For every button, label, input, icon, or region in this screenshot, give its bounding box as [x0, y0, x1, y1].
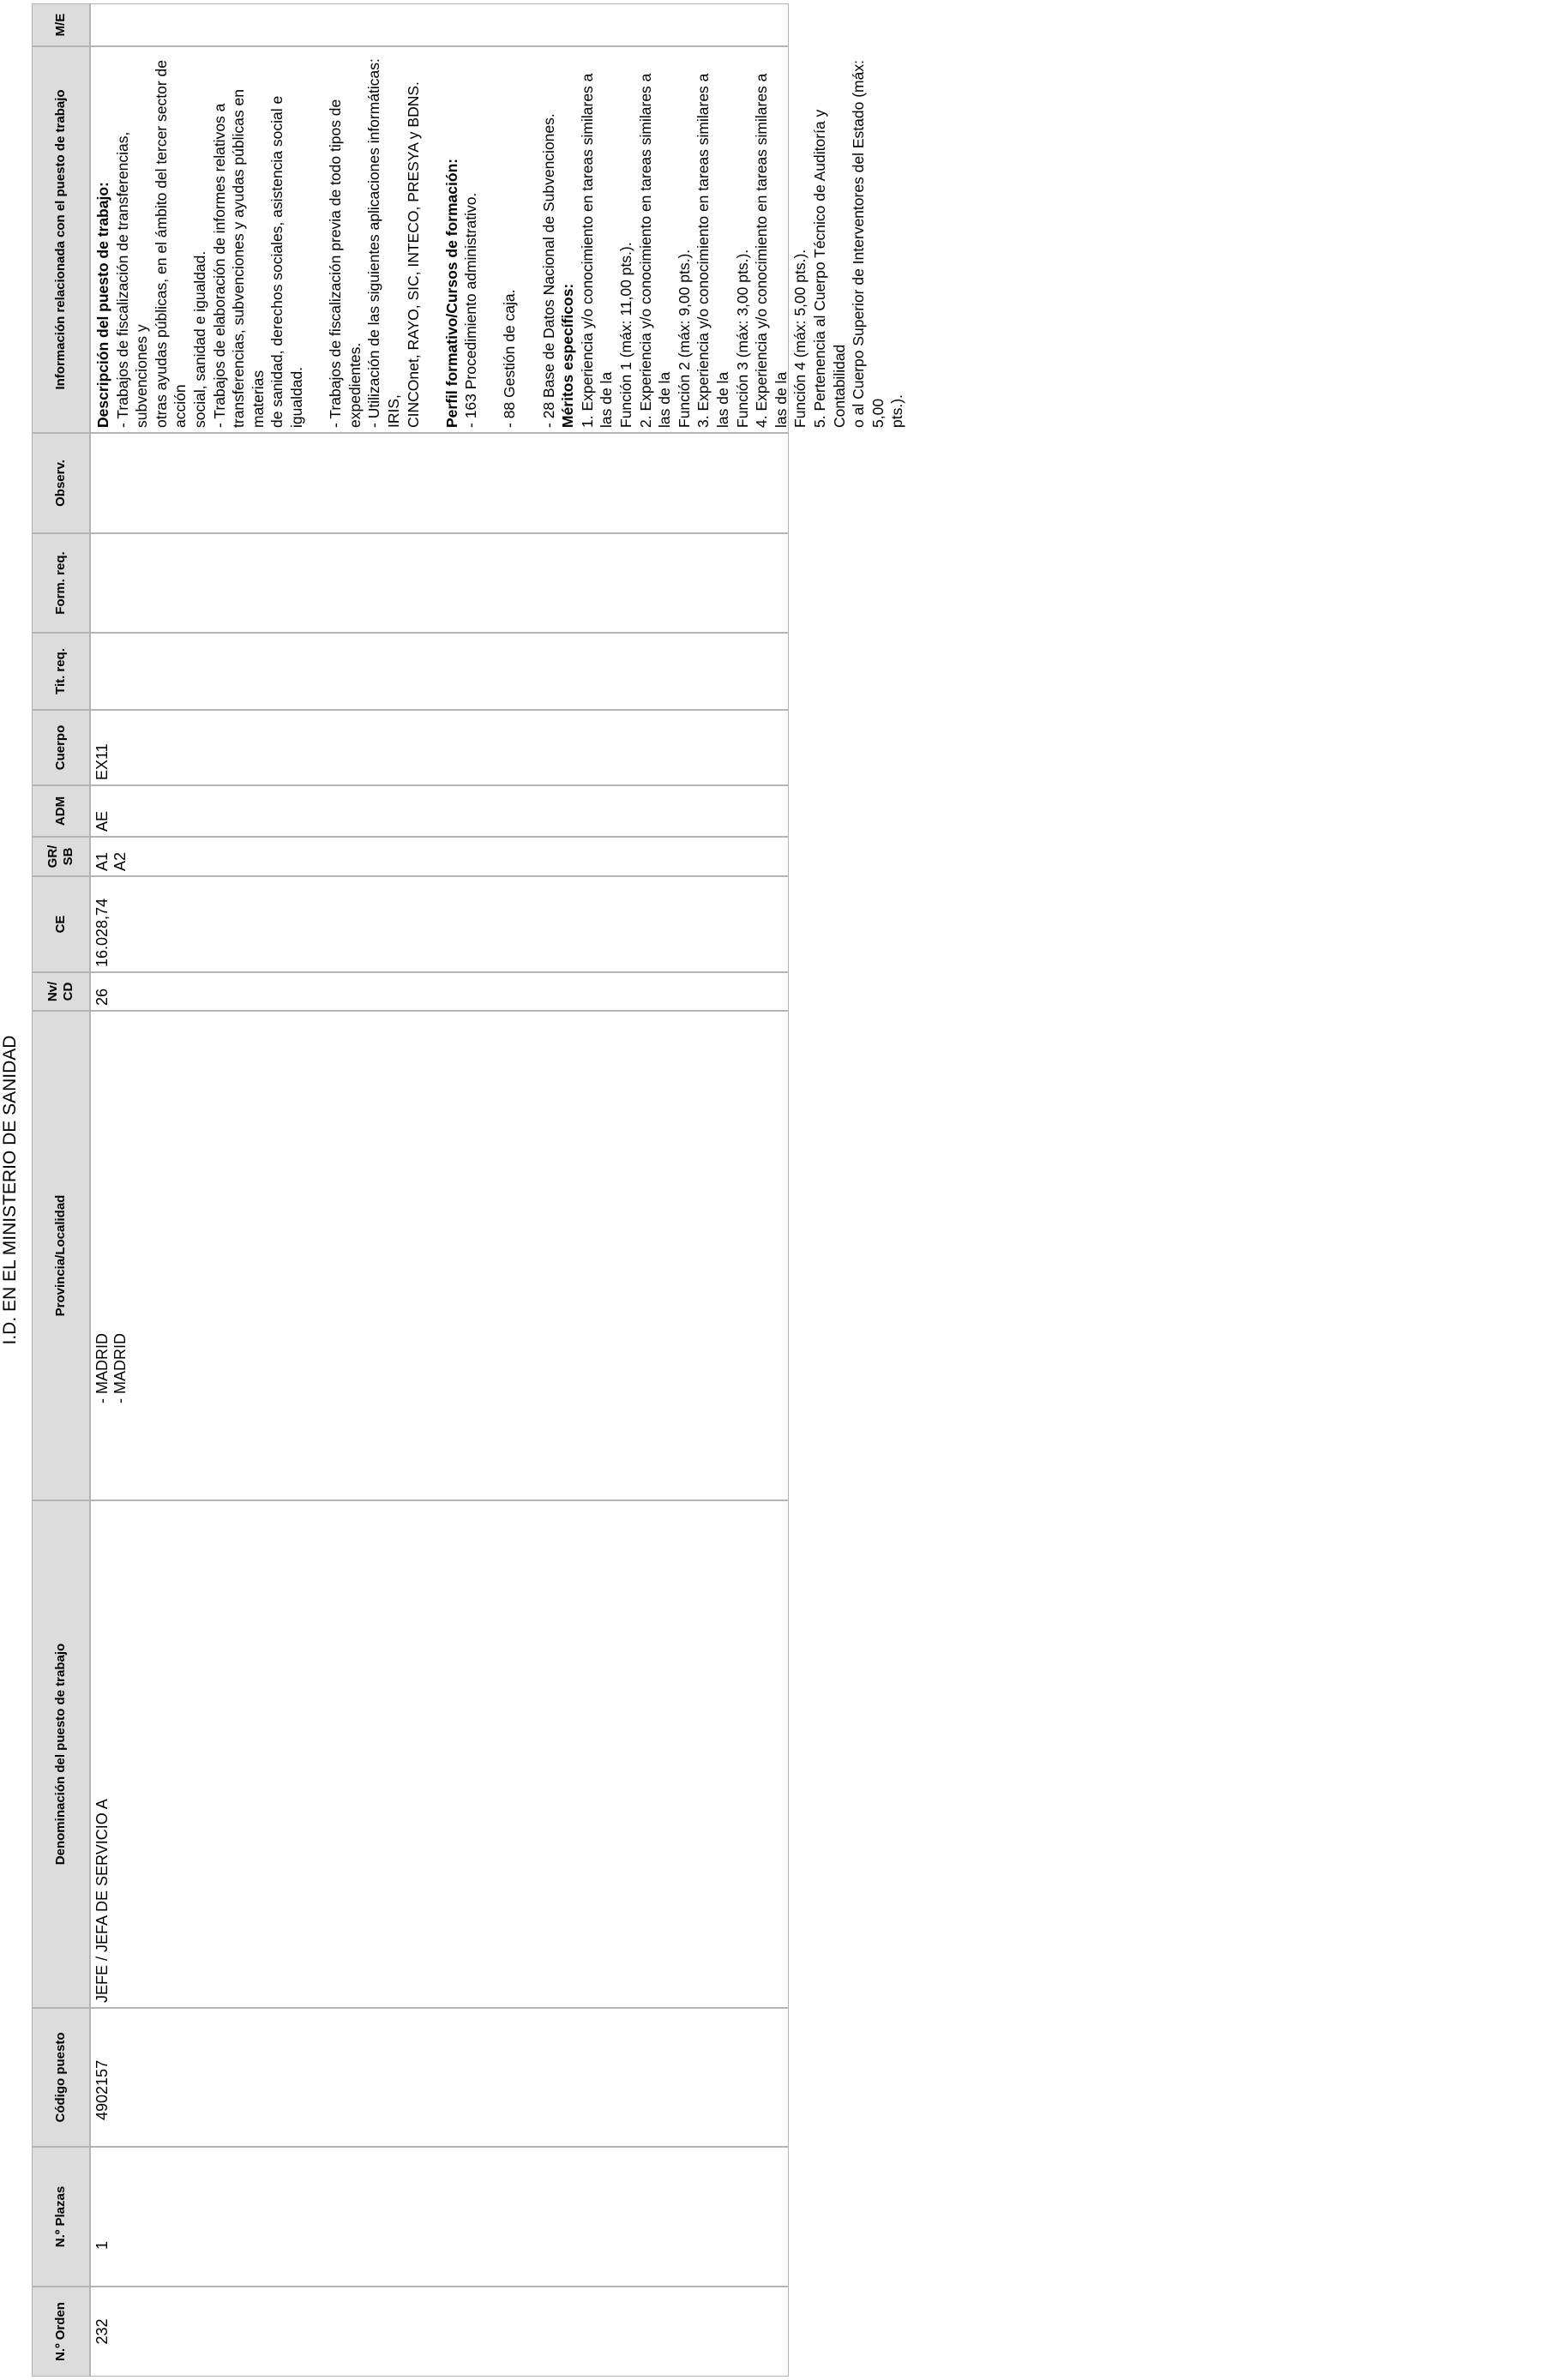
header-info: Información relacionada con el puesto de trabajo — [32, 46, 90, 433]
header-codigo: Código puesto — [32, 2008, 90, 2147]
info-line: Función 4 (máx: 5,00 pts.). — [791, 249, 809, 428]
cell-form — [90, 533, 789, 633]
info-line — [423, 51, 442, 428]
info-line: CINCOnet, RAYO, SIC, INTECO, PRESYA y BDNS. — [404, 81, 422, 428]
header-form: Form. req. — [32, 533, 90, 633]
cell-codigo: 4902157 — [90, 2008, 789, 2147]
info-line: - 28 Base de Datos Nacional de Subvenciones. — [539, 113, 557, 428]
header-me: M/E — [32, 3, 90, 46]
cell-plazas: 1 — [90, 2147, 789, 2287]
cell-me — [90, 3, 789, 46]
info-line — [520, 51, 539, 428]
cell-info — [90, 46, 906, 433]
info-line: - Utilización de las siguientes aplicaciones informáticas: IRIS, — [365, 54, 402, 428]
info-line: pts.). — [888, 394, 906, 428]
info-line: - 88 Gestión de caja. — [501, 289, 519, 428]
cell-denominacion: JEFE / JEFA DE SERVICIO A — [90, 1500, 789, 2008]
info-line: Función 3 (máx: 3,00 pts.). — [733, 249, 751, 428]
info-line: expedientes. — [346, 342, 364, 428]
info-line: 2. Experiencia y/o conocimiento en tareas similares a las de la — [636, 69, 674, 428]
cell-provincia: - MADRID - MADRID — [90, 1011, 789, 1500]
info-line: 5. Pertenencia al Cuerpo Técnico de Auditoría y Contabilidad — [810, 105, 848, 428]
info-section-heading: Descripción del puesto de trabajo: — [94, 182, 111, 428]
header-adm: ADM — [32, 785, 90, 837]
header-denominacion: Denominación del puesto de trabajo — [32, 1500, 90, 2008]
info-line: - Trabajos de fiscalización de transferencias, subvenciones y — [113, 127, 151, 428]
info-line — [307, 51, 327, 428]
cell-observ — [90, 433, 789, 533]
cell-nv-cd: 26 — [90, 972, 789, 1011]
info-line — [481, 51, 501, 428]
header-ce: CE — [32, 876, 90, 972]
header-orden: N.º Orden — [32, 2287, 90, 2377]
header-cuerpo: Cuerpo — [32, 710, 90, 785]
header-tit: Tit. req. — [32, 633, 90, 710]
cell-ce: 16.028,74 — [90, 876, 789, 972]
page-title: I.D. EN EL MINISTERIO DE SANIDAD — [0, 1035, 20, 1345]
info-line: Función 1 (máx: 11,00 pts.). — [617, 242, 635, 428]
info-line: transferencias, subvenciones y ayudas públicas en materias — [230, 85, 267, 428]
cell-adm: AE — [90, 785, 789, 837]
info-section-heading: Méritos específicos: — [559, 283, 577, 428]
header-gr-sb: GR/ SB — [32, 837, 90, 876]
info-line: - Trabajos de fiscalización previa de todo tipos de — [327, 99, 345, 428]
cell-gr-sb: A1 A2 — [90, 837, 789, 876]
info-line: 3. Experiencia y/o conocimiento en tareas similares a las de la — [694, 69, 731, 428]
info-line: social, sanidad e igualdad. — [190, 250, 208, 428]
info-line: otras ayudas públicas, en el ámbito del tercer sector de acción — [152, 56, 189, 428]
cell-orden: 232 — [90, 2287, 789, 2377]
cell-tit — [90, 633, 789, 710]
info-line: o al Cuerpo Superior de Interventores del Estado (máx: 5,00 — [850, 56, 887, 428]
header-provincia: Provincia/Localidad — [32, 1011, 90, 1500]
info-line: - 163 Procedimiento administrativo. — [462, 192, 480, 428]
header-observ: Observ. — [32, 433, 90, 533]
cell-cuerpo: EX11 — [90, 710, 789, 785]
header-plazas: N.º Plazas — [32, 2147, 90, 2287]
info-line: Función 2 (máx: 9,00 pts.). — [675, 249, 693, 428]
info-line: 1. Experiencia y/o conocimiento en tareas similares a las de la — [578, 69, 616, 428]
info-line: 4. Experiencia y/o conocimiento en tareas similares a las de la — [753, 69, 790, 428]
header-nv-cd: Nv/ CD — [32, 972, 90, 1011]
info-section-heading: Perfil formativo/Cursos de formación: — [442, 158, 460, 428]
info-line: - Trabajos de elaboración de informes relativos a — [210, 103, 228, 428]
info-line: de sanidad, derechos sociales, asistencia social e igualdad. — [268, 91, 305, 428]
